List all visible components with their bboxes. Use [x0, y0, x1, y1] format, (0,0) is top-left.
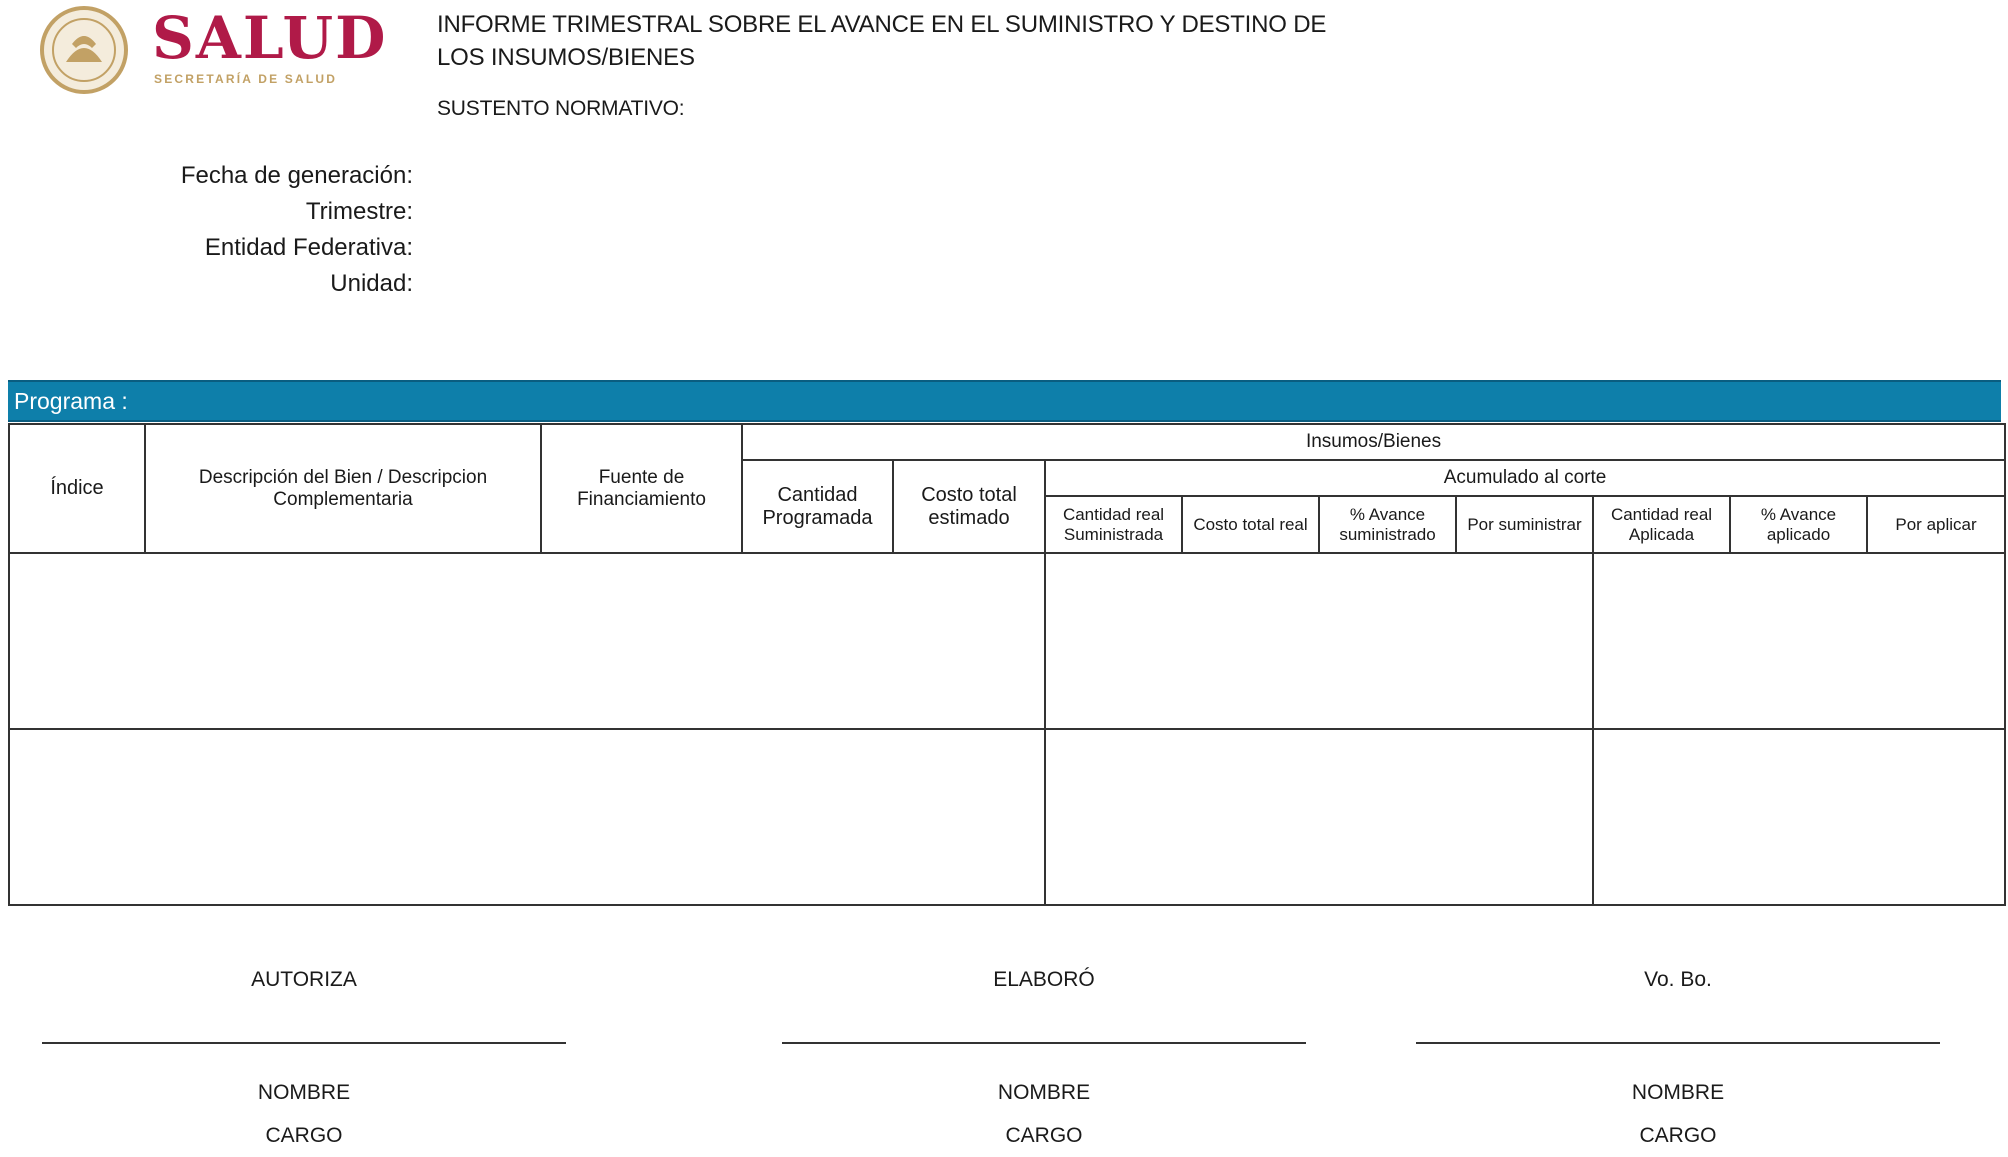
program-label: Programa :	[14, 388, 128, 414]
signature-line[interactable]	[782, 1042, 1306, 1044]
header-acumulado: Acumulado al corte	[1045, 460, 2005, 496]
insumos-table	[8, 423, 2006, 906]
row-cell-aplicacion[interactable]	[1593, 729, 2005, 905]
row-cell-aplicacion[interactable]	[1593, 553, 2005, 729]
fecha-generacion-label: Fecha de generación:	[180, 162, 413, 189]
signature-block-autoriza	[42, 968, 566, 1148]
mexican-eagle-seal-icon	[36, 4, 136, 94]
header-cantidad-suministrada: Cantidad real Suministrada	[1045, 496, 1182, 553]
brand-name: SALUD	[152, 4, 388, 72]
sustento-normativo-label: SUSTENTO NORMATIVO:	[437, 97, 685, 120]
program-band	[8, 380, 2001, 422]
signature-block-vobo	[1416, 968, 1940, 1148]
signature-role: Vo. Bo.	[1644, 968, 1712, 991]
header-costo-estimado: Costo total estimado	[893, 460, 1045, 553]
header-avance-suministrado: % Avance suministrado	[1319, 496, 1456, 553]
signature-cargo: CARGO	[1005, 1124, 1083, 1147]
signature-block-elaboro	[782, 968, 1306, 1148]
header-por-suministrar: Por suministrar	[1456, 496, 1593, 553]
signature-cargo: CARGO	[1639, 1124, 1717, 1147]
header-cantidad-aplicada: Cantidad real Aplicada	[1593, 496, 1730, 553]
header-fuente: Fuente de Financiamiento	[541, 424, 742, 553]
row-cell-suministro[interactable]	[1045, 729, 1593, 905]
entidad-federativa-label: Entidad Federativa:	[204, 234, 413, 261]
logo	[36, 4, 416, 94]
table-row	[9, 729, 2005, 905]
header-descripcion: Descripción del Bien / Descripcion Complementaria	[145, 424, 541, 553]
header-indice: Índice	[9, 424, 145, 553]
signature-line[interactable]	[42, 1042, 566, 1044]
unidad-label: Unidad:	[330, 270, 413, 297]
signature-nombre: NOMBRE	[1631, 1081, 1725, 1104]
header-insumos: Insumos/Bienes	[742, 424, 2005, 460]
header-cantidad-programada: Cantidad Programada	[742, 460, 893, 553]
row-cell-main[interactable]	[9, 553, 1045, 729]
table-row	[9, 553, 2005, 729]
row-cell-main[interactable]	[9, 729, 1045, 905]
row-cell-suministro[interactable]	[1045, 553, 1593, 729]
signature-nombre: NOMBRE	[257, 1081, 351, 1104]
signature-nombre: NOMBRE	[997, 1081, 1091, 1104]
header-costo-real: Costo total real	[1182, 496, 1319, 553]
trimestre-label: Trimestre:	[305, 198, 413, 225]
signature-line[interactable]	[1416, 1042, 1940, 1044]
header-avance-aplicado: % Avance aplicado	[1730, 496, 1867, 553]
signature-role: ELABORÓ	[993, 968, 1095, 991]
brand-subtitle: SECRETARÍA DE SALUD	[154, 72, 338, 86]
signature-role: AUTORIZA	[251, 968, 357, 991]
header-por-aplicar: Por aplicar	[1867, 496, 2005, 553]
signature-cargo: CARGO	[265, 1124, 343, 1147]
report-title: INFORME TRIMESTRAL SOBRE EL AVANCE EN EL SUMINISTRO Y DESTINO DE LOS INSUMOS/BIENES	[437, 11, 1327, 71]
